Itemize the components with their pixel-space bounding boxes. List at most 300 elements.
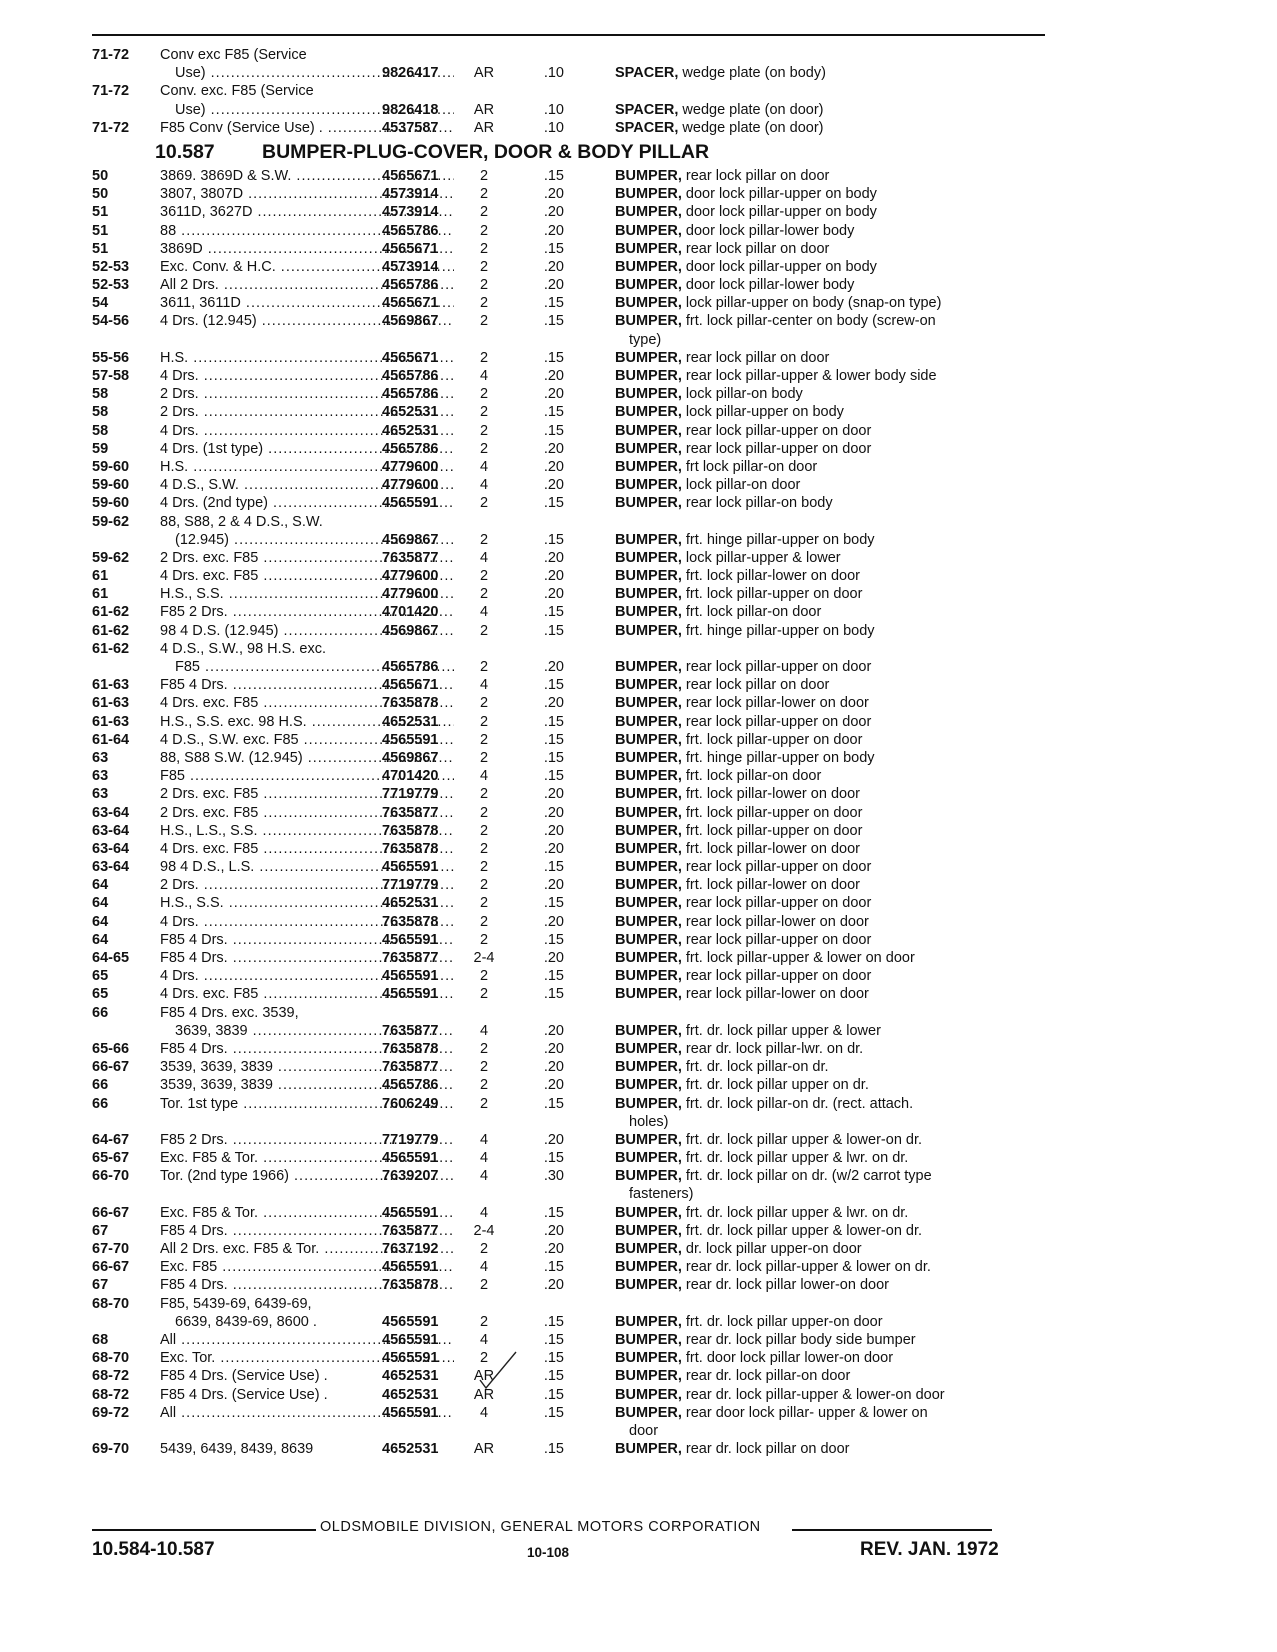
row-part-number: 7635878 [382,822,439,839]
row-part-detail: frt. hinge pillar-upper on body [681,531,875,548]
table-row [92,494,1052,512]
row-quantity: 2 [479,258,489,275]
row-part-number: 4573914 [382,186,439,203]
row-part-number: 7635877 [382,1222,439,1239]
row-quantity: AR [473,1386,495,1403]
row-year: 68 [92,1331,109,1348]
row-price: .15 [543,1350,564,1367]
row-description: 2 Drs. ..... [160,876,454,894]
row-price: .15 [543,677,564,694]
row-year: 52-53 [92,277,130,294]
row-part-number: 7635878 [382,1040,439,1057]
row-part-number: 4573914 [382,204,439,221]
row-quantity: 2 [479,495,489,512]
row-year: 67-70 [92,1241,130,1257]
row-part-number: 4569867 [382,622,439,639]
row-description: F85 4 Drs. (Service Use) . [160,1386,328,1403]
row-description: H.S. ..... [160,458,454,476]
row-part-name [629,331,1045,349]
table-row [92,46,1052,64]
row-price: .20 [543,786,564,803]
table-row [92,276,1052,294]
row-description: 2 Drs. exc. F85 ..... [160,549,454,567]
row-quantity: 2 [479,349,489,366]
row-price: .20 [543,877,564,894]
row-description: 4 Drs. exc. F85 ..... [160,985,454,1003]
row-year: 64 [92,895,109,912]
row-part-detail: rear lock pillar-upper on door [681,440,872,457]
row-quantity: 2 [479,404,489,421]
row-year: 59-60 [92,477,130,494]
table-row [92,367,1052,385]
row-part-keyword: BUMPER, [615,422,682,439]
row-part-name [615,913,1045,931]
row-description: All ..... [160,1404,454,1422]
row-price: .15 [543,167,564,184]
row-price: .20 [543,386,564,403]
row-year: 66-67 [92,1259,130,1276]
row-part-keyword: BUMPER, [615,404,682,421]
row-part-name [615,494,1045,512]
row-price: .15 [543,349,564,366]
row-part-name [615,349,1045,367]
row-year: 58 [92,386,109,403]
row-part-detail: rear lock pillar-on body [681,495,833,512]
row-quantity: AR [473,1368,495,1385]
row-part-keyword: BUMPER, [615,1022,682,1039]
row-year: 61-62 [92,640,130,657]
row-description: 3869. 3869D & S.W. ..... [160,167,454,185]
row-part-name [615,440,1045,458]
row-description: Exc. F85 & Tor. ..... [160,1204,454,1222]
row-quantity: AR [473,119,495,136]
row-part-detail: wedge plate (on door) [678,101,824,118]
table-row [92,585,1052,603]
row-part-name [615,1204,1045,1222]
row-year: 55-56 [92,349,130,366]
row-price: .15 [543,295,564,312]
row-description: F85, 5439-69, 6439-69, [160,1295,312,1312]
row-description: 98 4 D.S., L.S. ..... [160,858,454,876]
row-description: Tor. (2nd type 1966) ..... [160,1167,454,1185]
row-description: Conv. exc. F85 (Service [160,83,314,100]
table-row [92,1440,1052,1458]
row-part-name [615,367,1045,385]
row-part-detail: lock pillar-upper on body [681,404,844,421]
row-year: 61-64 [92,731,130,748]
row-part-detail: frt. dr. lock pillar upper & lower-on dr. [681,1131,923,1148]
row-price: .20 [543,549,564,566]
row-part-number: 4573914 [382,258,439,275]
row-part-number: 4652531 [382,895,439,912]
row-part-detail: frt. dr. lock pillar on dr. (w/2 carrot type [681,1168,932,1185]
row-part-keyword: BUMPER, [615,458,682,475]
row-part-number: 4565591 [382,1259,439,1276]
top-rule [92,34,1045,36]
row-part-keyword: BUMPER, [615,1350,682,1367]
row-part-number: 7639207 [382,1168,439,1185]
row-part-detail: frt. hinge pillar-upper on body [681,622,875,639]
row-part-keyword: BUMPER, [615,1059,682,1076]
row-part-name [615,403,1045,421]
row-part-name [629,1422,1045,1440]
row-year: 61-62 [92,622,130,639]
table-row [92,1404,1052,1422]
table-row [92,603,1052,621]
row-part-keyword: BUMPER, [615,677,682,694]
row-year: 59-62 [92,549,130,566]
row-part-keyword: BUMPER, [615,895,682,912]
row-part-keyword: BUMPER, [615,240,682,257]
row-quantity: 2 [479,1059,489,1076]
row-quantity: 2 [479,586,489,603]
row-part-number: 4565591 [382,859,439,876]
row-price: .20 [543,1277,564,1294]
row-price: .20 [543,1241,564,1257]
row-part-detail: rear dr. lock pillar on door [681,1441,850,1458]
row-description: 3869D ..... [160,240,454,258]
row-part-keyword: BUMPER, [615,1204,682,1221]
row-year: 64 [92,931,109,948]
row-part-keyword: BUMPER, [615,877,682,894]
row-quantity: 4 [479,1259,489,1276]
parts-table [92,46,1052,1458]
table-row [92,258,1052,276]
row-part-detail: lock pillar-upper & lower [681,549,841,566]
row-quantity: 2 [479,840,489,857]
row-price: .20 [543,913,564,930]
row-quantity: 2 [479,204,489,221]
table-row [92,1004,1052,1022]
row-quantity: AR [473,65,495,82]
table-row [92,1313,1052,1331]
row-part-detail: rear lock pillar on door [681,240,830,257]
row-quantity: AR [473,1441,495,1458]
row-quantity: 2 [479,568,489,585]
row-quantity: 2 [479,186,489,203]
row-price: .15 [543,986,564,1003]
row-part-keyword: BUMPER, [615,859,682,876]
row-part-detail: rear lock pillar-upper on door [681,968,872,985]
row-quantity: 2 [479,968,489,985]
row-year: 68-72 [92,1386,130,1403]
row-price: .20 [543,368,564,384]
row-description: 4 Drs. (12.945) ..... [160,312,454,330]
row-year: 64-65 [92,950,130,966]
table-row [92,1258,1052,1276]
row-price: .15 [543,495,564,512]
row-part-keyword: BUMPER, [615,1241,682,1257]
row-part-detail: frt. dr. lock pillar upper & lwr. on dr. [681,1150,909,1167]
row-price: .15 [543,1368,564,1385]
row-year: 68-72 [92,1368,130,1385]
row-part-name [629,1185,1045,1203]
table-row [92,294,1052,312]
row-price: .20 [543,186,564,203]
row-price: .15 [543,1095,564,1112]
row-part-name [615,1131,1045,1149]
row-price: .15 [543,1204,564,1221]
row-part-keyword: BUMPER, [615,349,682,366]
table-row [92,240,1052,258]
row-year: 65 [92,968,109,985]
row-part-name [615,985,1045,1003]
row-description: 6639, 8439-69, 8600 . [175,1313,317,1330]
row-price: .20 [543,950,564,966]
row-part-keyword: BUMPER, [615,1168,682,1185]
row-price: .15 [543,859,564,876]
row-part-detail: frt. lock pillar-upper & lower on door [681,950,915,966]
row-part-keyword: BUMPER, [615,277,682,294]
row-part-number: 4652531 [382,1386,439,1403]
table-row [92,658,1052,676]
row-part-number: 4565671 [382,167,439,184]
row-part-keyword: BUMPER, [615,1313,682,1330]
row-year: 61-63 [92,713,130,730]
row-part-name [615,567,1045,585]
row-part-number: 7635877 [382,950,439,966]
row-part-keyword: BUMPER, [615,1404,682,1421]
row-quantity: 2 [479,622,489,639]
row-quantity: 4 [479,1168,489,1185]
row-price: .20 [543,204,564,221]
row-part-keyword: BUMPER, [615,1331,682,1348]
row-year: 58 [92,404,109,421]
row-year: 67 [92,1277,109,1294]
row-part-detail: type) [629,331,662,348]
row-part-keyword: BUMPER, [615,950,682,966]
row-year: 58 [92,422,109,439]
row-part-name [615,767,1045,785]
table-row [92,312,1052,330]
row-part-keyword: BUMPER, [615,167,682,184]
row-quantity: 2 [479,822,489,839]
row-part-number: 7635877 [382,1022,439,1039]
row-price: .10 [543,101,564,118]
row-part-detail: frt. dr. lock pillar upper on dr. [681,1077,869,1094]
row-part-detail: frt. dr. lock pillar-on dr. (rect. attach. [681,1095,914,1112]
row-quantity: 2 [479,531,489,548]
row-part-name [615,1240,1045,1258]
row-year: 52-53 [92,258,130,275]
row-description: F85 4 Drs. ..... [160,1040,454,1058]
row-part-keyword: BUMPER, [615,768,682,785]
row-year: 67 [92,1222,109,1239]
row-part-detail: frt. lock pillar-upper on door [681,586,863,603]
row-year: 63 [92,786,109,803]
row-quantity: 2 [479,986,489,1003]
row-part-detail: lock pillar-on body [681,386,803,403]
row-part-detail: frt. lock pillar-lower on door [681,877,860,894]
row-part-detail: rear lock pillar-upper on door [681,859,872,876]
row-part-keyword: BUMPER, [615,258,682,275]
row-part-number: 4565671 [382,240,439,257]
row-part-keyword: BUMPER, [615,1095,682,1112]
row-part-name [615,1331,1045,1349]
row-part-name [615,312,1045,330]
row-price: .20 [543,222,564,239]
row-part-number: 4779600 [382,458,439,475]
table-row [92,119,1052,137]
row-price: .20 [543,258,564,275]
row-description: 2 Drs. exc. F85 ..... [160,785,454,803]
row-price: .15 [543,931,564,948]
row-price: .20 [543,695,564,712]
row-year: 61 [92,568,109,585]
section-title: BUMPER-PLUG-COVER, DOOR & BODY PILLAR [262,140,710,163]
row-description: All 2 Drs. exc. F85 & Tor. ..... [160,1240,454,1258]
row-description: 88, S88, 2 & 4 D.S., S.W. [160,513,323,530]
row-part-name [615,64,1045,82]
row-part-name [615,894,1045,912]
table-row [92,767,1052,785]
row-part-keyword: BUMPER, [615,913,682,930]
row-part-keyword: BUMPER, [615,186,682,203]
table-row [92,349,1052,367]
row-part-detail: door lock pillar-lower body [681,222,855,239]
row-part-name [615,531,1045,549]
row-part-name [615,822,1045,840]
row-part-keyword: SPACER, [615,119,679,136]
row-part-name [615,276,1045,294]
row-quantity: 4 [479,1022,489,1039]
row-part-number: 7719779 [382,786,439,803]
row-price: .15 [543,604,564,621]
row-description: 4 Drs. ..... [160,367,454,385]
row-part-keyword: BUMPER, [615,549,682,566]
row-year: 63-64 [92,804,130,821]
row-price: .20 [543,277,564,294]
row-quantity: 2-4 [473,1222,495,1239]
row-part-detail: frt. dr. lock pillar upper & lwr. on dr. [681,1204,909,1221]
row-description: Exc. Tor. ..... [160,1349,454,1367]
row-quantity: 2 [479,749,489,766]
row-quantity: 2 [479,167,489,184]
table-row [92,713,1052,731]
row-description: 88 ..... [160,222,454,240]
row-year: 50 [92,167,109,184]
row-price: .15 [543,404,564,421]
table-row [92,731,1052,749]
table-row [92,1204,1052,1222]
row-part-number: 7635877 [382,1059,439,1076]
row-description: F85 4 Drs. (Service Use) . [160,1368,328,1385]
row-part-number: 4565671 [382,349,439,366]
row-part-number: 4565671 [382,677,439,694]
row-year: 61-63 [92,695,130,712]
row-price: .15 [543,422,564,439]
row-quantity: 2 [479,1040,489,1057]
row-part-keyword: BUMPER, [615,222,682,239]
row-part-number: 4537587 [382,119,439,136]
row-description: Tor. 1st type ..... [160,1095,454,1113]
row-description: F85 ..... [160,767,454,785]
row-quantity: 2 [479,877,489,894]
row-part-keyword: BUMPER, [615,931,682,948]
row-price: .15 [543,713,564,730]
row-part-detail: frt. lock pillar-center on body (screw-on [681,313,936,330]
row-part-keyword: BUMPER, [615,749,682,766]
row-part-detail: frt. dr. lock pillar upper-on door [681,1313,883,1330]
row-part-number: 4565591 [382,931,439,948]
spacer-rows [92,46,1052,137]
row-part-number: 4569867 [382,531,439,548]
table-row [92,167,1052,185]
row-part-detail: rear dr. lock pillar-upper & lower on dr. [681,1259,931,1276]
row-price: .15 [543,1404,564,1421]
row-year: 64 [92,913,109,930]
row-year: 65-67 [92,1150,130,1167]
row-part-detail: rear dr. lock pillar-upper & lower-on door [681,1386,945,1403]
row-description: 2 Drs. ..... [160,403,454,421]
row-part-number: 4565786 [382,277,439,294]
row-price: .15 [543,895,564,912]
row-description: Exc. F85 & Tor. ..... [160,1149,454,1167]
row-quantity: 2 [479,386,489,403]
row-part-detail: rear lock pillar on door [681,167,830,184]
row-part-detail: rear lock pillar on door [681,349,830,366]
row-quantity: 4 [479,458,489,475]
row-part-name [615,240,1045,258]
row-price: .20 [543,840,564,857]
row-part-name [615,585,1045,603]
table-row [92,1131,1052,1149]
row-part-name [615,785,1045,803]
row-price: .10 [543,65,564,82]
row-description: 3807, 3807D ..... [160,185,454,203]
row-price: .10 [543,119,564,136]
row-description: 4 Drs. (1st type) ..... [160,440,454,458]
row-part-detail: frt. dr. lock pillar-on dr. [681,1059,829,1076]
row-quantity: 2 [479,222,489,239]
row-part-number: 4652531 [382,404,439,421]
row-year: 61-63 [92,677,130,694]
row-price: .20 [543,477,564,494]
row-year: 65 [92,986,109,1003]
row-description: 3539, 3639, 3839 ..... [160,1076,454,1094]
table-row [92,222,1052,240]
table-row [92,1185,1052,1203]
row-part-number: 4565786 [382,1077,439,1094]
table-row [92,458,1052,476]
row-year: 59-60 [92,495,130,512]
row-year: 63 [92,749,109,766]
table-row [92,694,1052,712]
row-description: F85 4 Drs. ..... [160,1222,454,1240]
row-part-detail: dr. lock pillar upper-on door [681,1241,862,1257]
row-part-keyword: BUMPER, [615,1131,682,1148]
row-part-name [615,385,1045,403]
table-row [92,1276,1052,1294]
row-part-keyword: BUMPER, [615,204,682,221]
row-part-name [615,603,1045,621]
row-part-number: 4565786 [382,659,439,675]
row-price: .15 [543,1150,564,1167]
table-row [92,331,1052,349]
row-part-number: 7719779 [382,1131,439,1148]
row-part-number: 7635878 [382,695,439,712]
row-part-number: 4652531 [382,1368,439,1385]
row-part-keyword: BUMPER, [615,659,682,675]
row-part-name [615,458,1045,476]
table-row [92,1058,1052,1076]
row-part-detail: frt. lock pillar-lower on door [681,568,860,585]
row-quantity: 2 [479,913,489,930]
row-price: .15 [543,749,564,766]
row-part-number: 4565591 [382,495,439,512]
row-part-number: 7635878 [382,913,439,930]
row-quantity: 2 [479,295,489,312]
